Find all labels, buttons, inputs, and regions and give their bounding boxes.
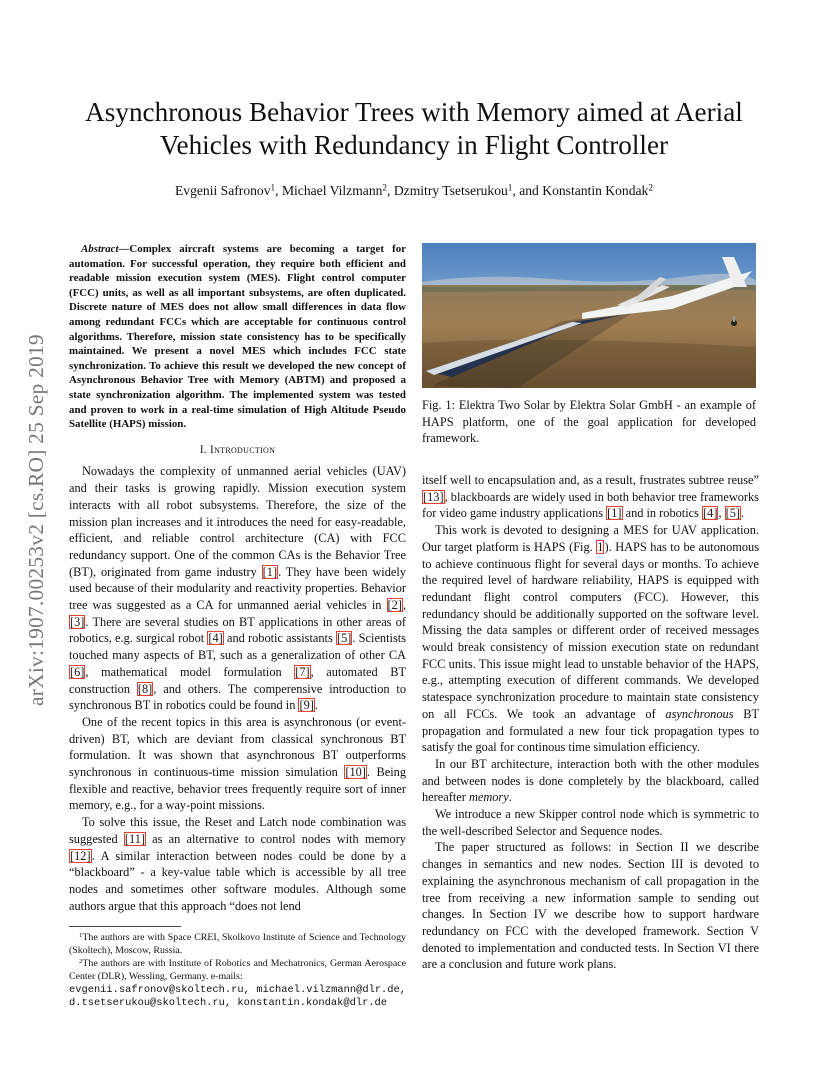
introduction-left-text	[69, 463, 406, 914]
footnote-rule	[69, 926, 181, 927]
body-paragraph: The paper structured as follows: in Section II we describe changes in semantics and new nodes. Section III is devoted to explaining the asynchronous mechanism of call propagation in the tree from receiving a new information sample to sending out changes. In Section IV we describe how to support hardware redundancy on FCC with the developed framework. Section V denoted to implementation and conducted tests. In Section VI there are a conclusion and future work plans.	[422, 840, 759, 972]
citation-link[interactable]: [13]	[423, 489, 444, 504]
citation-link[interactable]: [4]	[208, 631, 223, 646]
citation-link[interactable]: [4]	[703, 506, 718, 521]
body-paragraph: This work is devoted to designing a MES for UAV application. Our target platform is HAPS (Fig. 1). HAPS has to be autonomous to achieve continuous flight for several days or months. To achieve the required level of hardware reliability, HAPS is equipped with redundant flight control computers (FCC). However, this redundancy should be additionally supported on the software level. Missing the data samples or different order of received messages would break consistency of mission execution state on redundant FCC units. This issue might lead to unstable behavior of the HAPS, e.g., attempting execution of different commands. We developed statespace synchronization procedure to maintain state consistency on all FCCs. We took an advantage of asynchronous BT propagation and formulated a new four tick propagation types to satisfy the goal for continous time simulation efficiency.	[422, 523, 759, 755]
figure-image-aircraft	[422, 243, 756, 388]
footnote-mark: 1	[79, 931, 83, 939]
emphasis-text: asynchronous	[665, 706, 734, 721]
emphasis-text: memory	[468, 790, 509, 805]
footnotes	[69, 932, 406, 1009]
abstract	[69, 242, 406, 432]
author-affiliation-mark: 1	[507, 182, 513, 193]
abstract-body: —Complex aircraft systems are becoming a target for automation. For successful operation, they require both efficient and readable mission execution system (MES). Flight control computer (FCC) units, as well as all important subsystems, are often duplicated. Discrete nature of MES does not allow small differences in data flow among redundant FCCs which are acceptable for continuous control algorithms. Therefore, mission state consistency has to be specifically maintained. We present a novel MES which includes FCC state synchronization. To achieve this result we developed the new concept of Asynchronous Behavior Tree with Memory (ABTM) and proposed a state synchronization algorithm. The implemented system was tested and proven to work in a real-time simulation of High Altitude Pseudo Satellite (HAPS) mission.	[69, 243, 406, 431]
author-name: Michael Vilzmann	[281, 183, 383, 198]
abstract-label: Abstract	[81, 243, 119, 255]
email-list[interactable]: evgenii.safronov@skoltech.ru, michael.vilzmann@dlr.de, d.tsetserukou@skoltech.ru, konstantin.kondak@dlr.de	[69, 983, 406, 1009]
paper-title: Asynchronous Behavior Trees with Memory aimed at Aerial Vehicles with Redundancy in Flight Controller	[85, 97, 743, 160]
author-name: Dzmitry Tsetserukou	[393, 183, 508, 198]
footnote-list	[69, 932, 406, 984]
citation-link[interactable]: [10]	[345, 765, 366, 780]
citation-link[interactable]: [5]	[336, 631, 352, 646]
citation-link[interactable]: [5]	[725, 506, 741, 521]
body-paragraph: Nowadays the complexity of unmanned aerial vehicles (UAV) and their tasks is growing rapidly. Mission execution system interacts with all robot subsystems. Therefore, the size of the mission plan increases and it introduces the need for easy-readable, efficient, and reliable control architecture (CA) with FCC redundancy support. One of the common CAs is the Behavior Tree (BT), originated from game industry [1]. They have been widely used because of their modularity and reactivity properties. Behavior tree was suggested as a CA for unmanned aerial vehicles in [2], [3]. There are several studies on BT applications in other areas of robotics, e.g. surgical robot [4] and robotic assistants [5]. Scientists touched many aspects of BT, such as a generalization of other CA [6], mathematical model formulation [7], automated BT construction [8], and others. The comperensive introduction to synchronous BT in robotics could be found in [9].	[69, 464, 406, 713]
author-name: Konstantin Kondak	[542, 183, 649, 198]
citation-link[interactable]: [8]	[137, 681, 153, 696]
introduction-right-text	[422, 472, 759, 973]
figure-caption-text: Elektra Two Solar by Elektra Solar GmbH - an example of HAPS platform, one of the goal application for developed framework.	[422, 398, 756, 446]
footnote	[69, 932, 406, 958]
citation-link[interactable]: [12]	[70, 848, 91, 863]
citation-link[interactable]: [1]	[262, 564, 278, 579]
body-paragraph: In our BT architecture, interaction both with the other modules and between nodes is done completely by the blackboard, called hereafter memory.	[422, 756, 759, 805]
body-paragraph: To solve this issue, the Reset and Latch node combination was suggested [11] as an alternative to control nodes with memory [12]. A similar interaction between nodes could be done by a “blackboard” - a key-value table which is accessible by all tree nodes and sometimes other software modules. Although some authors argue that this approach “does not lend	[69, 815, 406, 913]
footnote-mark: 2	[79, 957, 83, 965]
arxiv-identifier[interactable]: arXiv:1907.00253v2 [cs.RO] 25 Sep 2019	[24, 334, 48, 706]
figure-caption	[422, 397, 756, 447]
author-affiliation-mark: 2	[648, 182, 653, 193]
right-column	[422, 472, 759, 973]
citation-link[interactable]: [9]	[299, 698, 314, 713]
author-list: Evgenii Safronov$^1$, Michael Vilzmann$^2$, Dzmitry Tsetserukou$^1$, and Konstantin Kondak$^2$	[175, 182, 653, 198]
citation-link[interactable]: [1]	[607, 506, 622, 521]
body-paragraph: We introduce a new Skipper control node which is symmetric to the well-described Selector and Sequence nodes.	[422, 807, 759, 838]
figure-1	[422, 243, 756, 447]
section-heading-introduction: I. Introduction	[199, 443, 276, 456]
citation-link[interactable]: 1	[597, 539, 604, 554]
citation-link[interactable]: [11]	[124, 831, 145, 846]
body-paragraph: itself well to encapsulation and, as a result, frustrates subtree reuse” [13], blackboards are widely used in both behavior tree frameworks for video game industry applications [1] and in robotics [4], [5].	[422, 473, 759, 521]
citation-link[interactable]: [2]	[387, 598, 402, 613]
body-paragraph: One of the recent topics in this area is asynchronous (or event-driven) BT, which are deviant from classical synchronous BT formulation. It was shown that asynchronous BT outperforms synchronous in continuous-time mission simulation [10]. Being flexible and reactive, behavior trees frequently require sort of inner memory, e.g., for a way-point missions.	[69, 714, 406, 813]
figure-caption-label: Fig. 1:	[422, 398, 455, 412]
footnote-text: The authors are with Institute of Robotics and Mechatronics, German Aerospace Center (DLR), Wessling, Germany. e-mails:	[69, 957, 406, 982]
footnote	[69, 958, 406, 984]
citation-link[interactable]: [3]	[70, 614, 85, 629]
author-affiliation-mark: 1	[270, 182, 276, 193]
left-column	[69, 242, 406, 914]
footnote-text: The authors are with Space CREI, Skolkovo Institute of Science and Technology (Skoltech), Moscow, Russia.	[69, 932, 406, 956]
author-affiliation-mark: 2	[382, 182, 388, 193]
citation-link[interactable]: [7]	[295, 664, 310, 679]
citation-link[interactable]: [6]	[70, 664, 85, 679]
author-emails	[69, 984, 406, 1010]
author-name: Evgenii Safronov	[175, 183, 271, 198]
